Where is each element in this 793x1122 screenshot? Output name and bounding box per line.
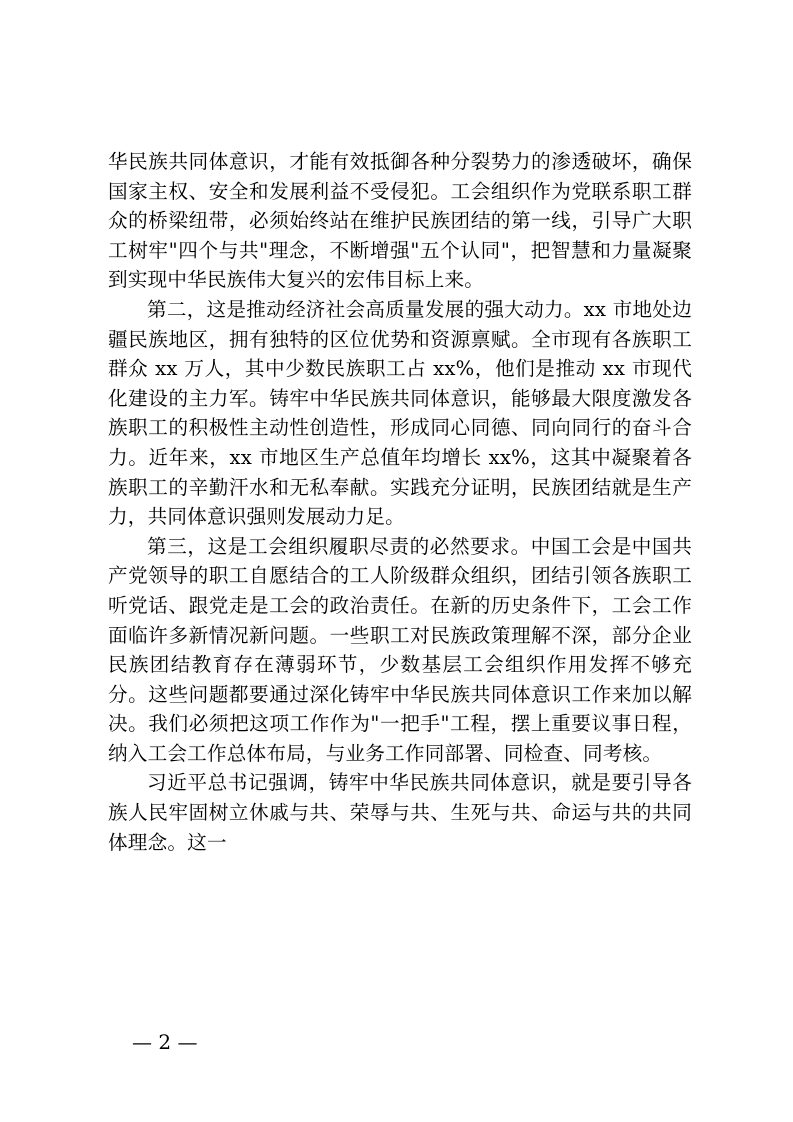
page-number: — 2 —	[132, 1030, 198, 1054]
paragraph-continuation: 华民族共同体意识，才能有效抵御各种分裂势力的渗透破坏，确保国家主权、安全和发展利益不受侵犯。工会组织作为党联系职工群众的桥梁纽带，必须始终站在维护民族团结的第一线，引导广大职工树牢"四个与共"理念，不断增强"五个认同"，把智慧和力量凝聚到实现中华民族伟大复兴的宏伟目标上来。	[108, 150, 692, 292]
paragraph-second-point: 第二，这是推动经济社会高质量发展的强大动力。xx 市地处边疆民族地区，拥有独特的区位优势和资源禀赋。全市现有各族职工群众 xx 万人，其中少数民族职工占 xx%，他们是推动 xx 市现代化建设的主力军。铸牢中华民族共同体意识，能够最大限度激发各族职工的积极性主动性创造性，形成同心同德、同向同行的奋斗合力。近年来，xx 市地区生产总值年均增长 xx%，这其中凝聚着各族职工的辛勤汗水和无私奉献。实践充分证明，民族团结就是生产力，共同体意识强则发展动力足。	[108, 297, 692, 529]
paragraph-third-point: 第三，这是工会组织履职尽责的必然要求。中国工会是中国共产党领导的职工自愿结合的工人阶级群众组织，团结引领各族职工听党话、跟党走是工会的政治责任。在新的历史条件下，工会工作面临许多新情况新问题。一些职工对民族政策理解不深，部分企业民族团结教育存在薄弱环节，少数基层工会组织作用发挥不够充分。这些问题都要通过深化铸牢中华民族共同体意识工作来加以解决。我们必须把这项工作作为"一把手"工程，摆上重要议事日程，纳入工会工作总体布局，与业务工作同部署、同检查、同考核。	[108, 534, 692, 765]
paragraph-xi-quote: 习近平总书记强调，铸牢中华民族共同体意识，就是要引导各族人民牢固树立休戚与共、荣辱与共、生死与共、命运与共的共同体理念。这一	[108, 771, 692, 854]
body-text	[108, 147, 692, 857]
